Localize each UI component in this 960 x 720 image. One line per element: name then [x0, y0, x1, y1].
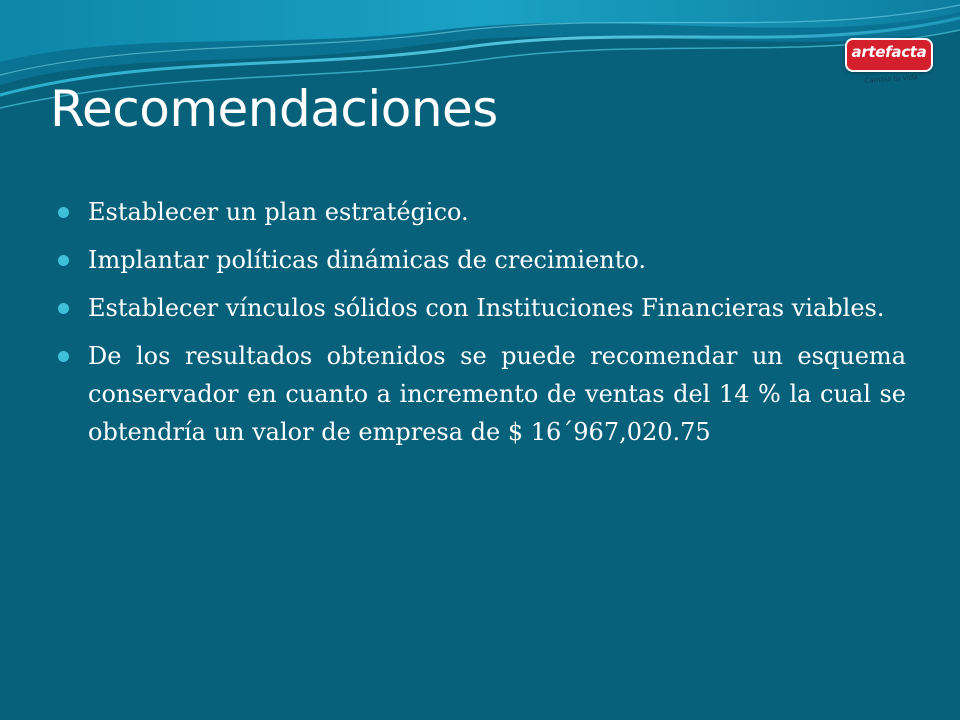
bullet-dot-icon — [58, 207, 69, 218]
bullet-item — [58, 241, 906, 279]
bullet-item — [58, 337, 906, 451]
bullet-dot-icon — [58, 303, 69, 314]
logo-name: artefacta — [851, 43, 927, 61]
bullet-dot-icon — [58, 351, 69, 362]
bullet-text: De los resultados obtenidos se puede recomendar un esquema conservador en cuanto a incremento de ventas del 14 % la cual se obtendría un valor de empresa de $ 16´967,020.75 — [88, 342, 906, 446]
bullet-list — [58, 193, 906, 461]
slide-title: Recomendaciones — [50, 80, 498, 138]
bullet-text: Establecer vínculos sólidos con Instituciones Financieras viables. — [88, 294, 885, 322]
bullet-dot-icon — [58, 255, 69, 266]
bullet-text: Establecer un plan estratégico. — [88, 198, 469, 226]
artefacta-logo — [845, 38, 935, 90]
bullet-item — [58, 193, 906, 231]
bullet-item — [58, 289, 906, 327]
bullet-text: Implantar políticas dinámicas de crecimiento. — [88, 246, 647, 274]
logo-tagline: Cambia tu vida — [864, 73, 918, 85]
